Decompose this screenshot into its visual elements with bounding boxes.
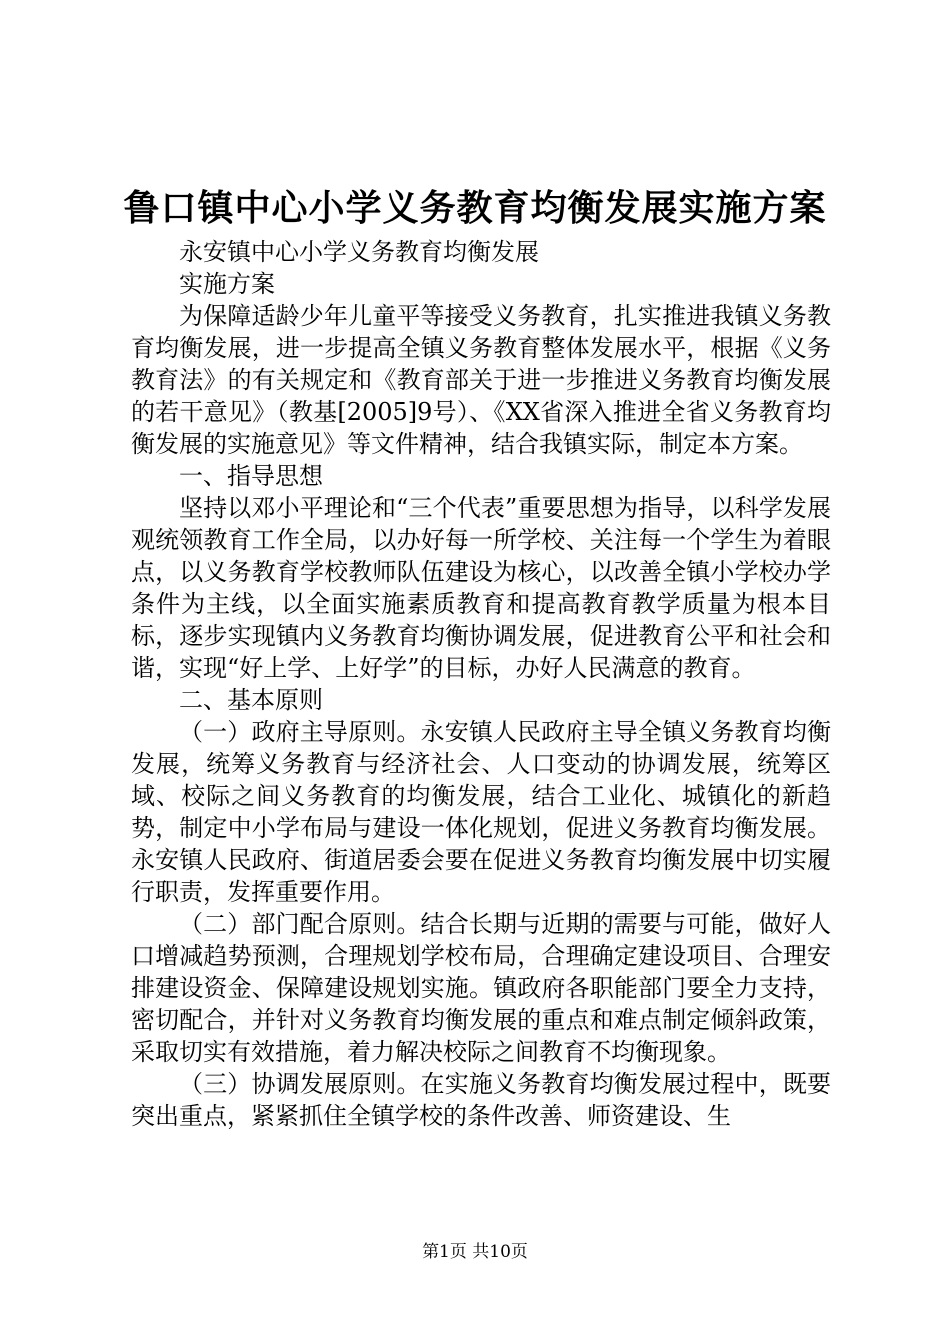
guiding-thought-paragraph: 坚持以邓小平理论和“三个代表”重要思想为指导，以科学发展观统领教育工作全局，以办好每一所学校、关注每一个学生为着眼点，以义务教育学校教师队伍建设为核心，以改善全镇小学校办学条件为主线，以全面实施素质教育和提高教育教学质量为根本目标，逐步实现镇内义务教育均衡协调发展，促进教育公平和社会和谐，实现“好上学、上好学”的目标，办好人民满意的教育。 bbox=[131, 494, 831, 682]
page-number-footer: 第1页 共10页 bbox=[422, 1242, 528, 1262]
section-heading-guiding-thought: 一、指导思想 bbox=[179, 462, 323, 490]
document-title: 鲁口镇中心小学义务教育均衡发展实施方案 bbox=[123, 187, 827, 229]
principle-coordination-paragraph: （三）协调发展原则。在实施义务教育均衡发展过程中，既要突出重点，紧紧抓住全镇学校的条件改善、师资建设、生 bbox=[131, 1070, 831, 1130]
section-heading-basic-principles: 二、基本原则 bbox=[179, 686, 323, 714]
principle-department-paragraph: （二）部门配合原则。结合长期与近期的需要与可能，做好人口增减趋势预测，合理规划学校布局，合理确定建设项目、合理安排建设资金、保障建设规划实施。镇政府各职能部门要全力支持，密切配合，并针对义务教育均衡发展的重点和难点制定倾斜政策，采取切实有效措施，着力解决校际之间教育不均衡现象。 bbox=[131, 910, 831, 1066]
principle-government-paragraph: （一）政府主导原则。永安镇人民政府主导全镇义务教育均衡发展，统筹义务教育与经济社会、人口变动的协调发展，统筹区域、校际之间义务教育的均衡发展，结合工业化、城镇化的新趋势，制定中小学布局与建设一体化规划，促进义务教育均衡发展。永安镇人民政府、街道居委会要在促进义务教育均衡发展中切实履行职责，发挥重要作用。 bbox=[131, 718, 831, 906]
subtitle-line-2: 实施方案 bbox=[179, 270, 275, 298]
document-body bbox=[131, 236, 831, 1132]
intro-paragraph: 为保障适龄少年儿童平等接受义务教育，扎实推进我镇义务教育均衡发展，进一步提高全镇义务教育整体发展水平，根据《义务教育法》的有关规定和《教育部关于进一步推进义务教育均衡发展的若干意见》（教基[2005]9号）、《XX省深入推进全省义务教育均衡发展的实施意见》等文件精神，结合我镇实际，制定本方案。 bbox=[131, 302, 831, 458]
subtitle-line-1: 永安镇中心小学义务教育均衡发展 bbox=[179, 238, 539, 266]
